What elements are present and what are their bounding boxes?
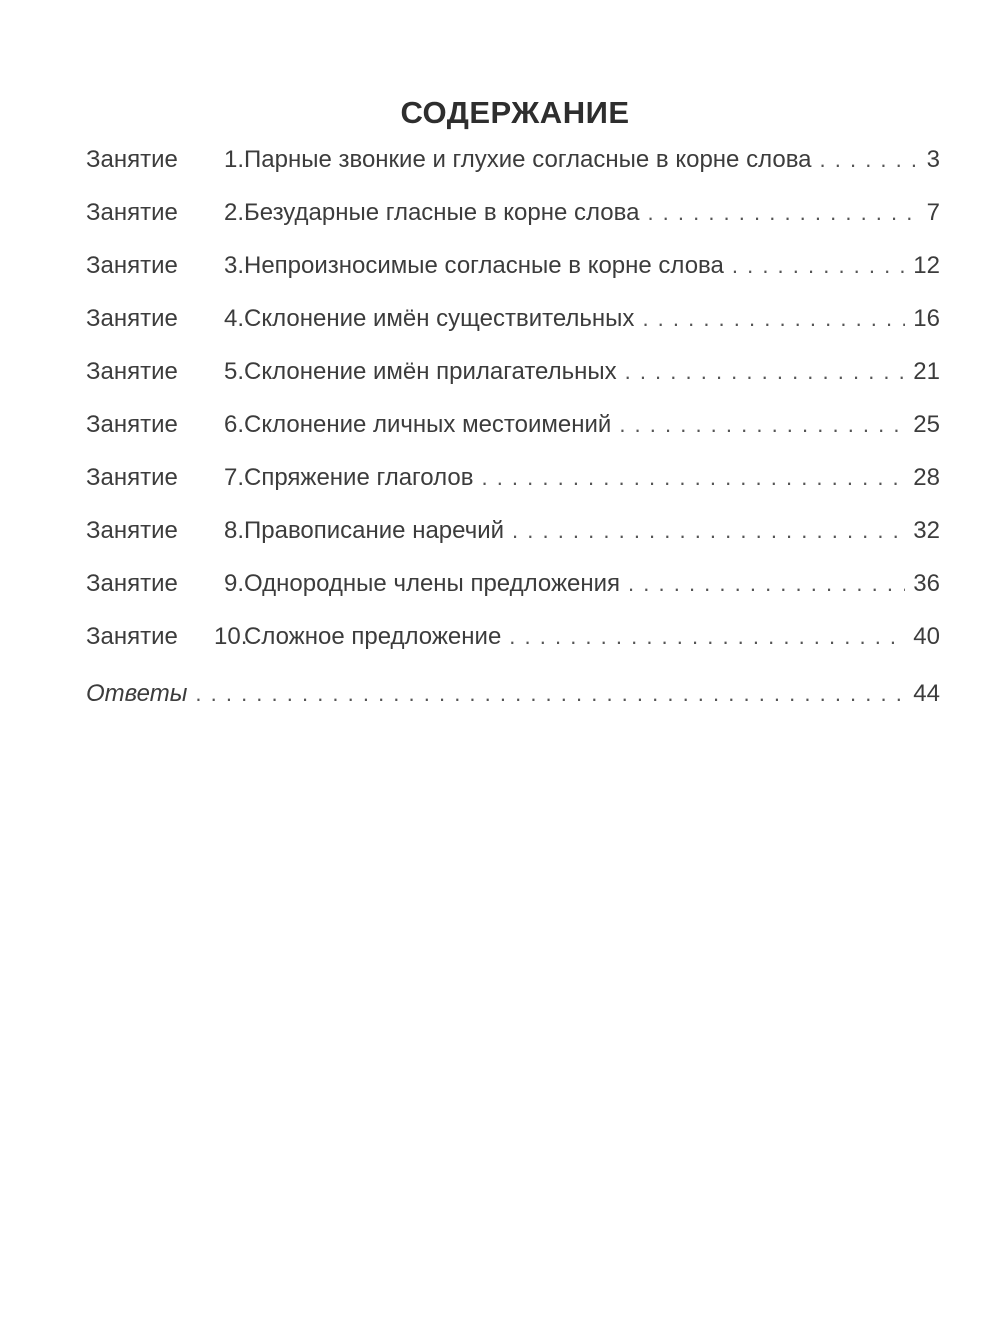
entry-prefix: Занятие <box>86 464 178 491</box>
dot-leader <box>628 571 905 597</box>
entry-number: 7. <box>223 464 244 491</box>
entry-number: 2. <box>223 199 244 226</box>
entry-page: 7 <box>926 199 940 226</box>
dot-leader <box>619 412 905 438</box>
dot-leader <box>642 306 905 332</box>
entry-prefix: Занятие <box>86 517 178 544</box>
entry-page: 25 <box>913 411 940 438</box>
toc-entry-7 <box>86 464 940 517</box>
entry-title: Правописание наречий <box>244 517 505 544</box>
entry-prefix: Занятие <box>86 305 178 332</box>
entry-prefix: Занятие <box>86 252 178 279</box>
entry-title: Парные звонкие и глухие согласные в корне слова <box>244 146 812 173</box>
toc-entry-1 <box>86 146 940 199</box>
entry-title: Спряжение глаголов <box>244 464 474 491</box>
entry-number: 6. <box>223 411 244 438</box>
toc-entry-2 <box>86 199 940 252</box>
entry-page: 16 <box>913 305 940 332</box>
dot-leader <box>732 253 905 279</box>
entry-number: 9. <box>223 570 244 597</box>
toc-entry-4 <box>86 305 940 358</box>
dot-leader <box>481 465 905 491</box>
entry-title: Однородные члены предложения <box>244 570 621 597</box>
entry-number: 3. <box>223 252 244 279</box>
dot-leader <box>509 624 905 650</box>
answers-label: Ответы <box>86 680 188 707</box>
dot-leader <box>195 681 905 707</box>
entry-page: 28 <box>913 464 940 491</box>
entry-prefix: Занятие <box>86 199 178 226</box>
entry-prefix: Занятие <box>86 411 178 438</box>
entry-number: 10. <box>214 623 248 650</box>
entry-title: Склонение имён прилагательных <box>244 358 617 385</box>
dot-leader <box>820 147 919 173</box>
answers-page: 44 <box>913 680 940 707</box>
dot-leader <box>647 200 918 226</box>
entry-prefix: Занятие <box>86 146 178 173</box>
entry-number: 4. <box>223 305 244 332</box>
entry-title: Непроизносимые согласные в корне слова <box>244 252 724 279</box>
entry-page: 12 <box>913 252 940 279</box>
entry-number: 8. <box>223 517 244 544</box>
entry-prefix: Занятие <box>86 570 178 597</box>
toc-entry-5 <box>86 358 940 411</box>
toc-entry-10 <box>86 623 940 676</box>
page-title: СОДЕРЖАНИЕ <box>400 94 630 130</box>
entry-page: 36 <box>913 570 940 597</box>
toc-entry-3 <box>86 252 940 305</box>
entry-page: 21 <box>913 358 940 385</box>
entry-prefix: Занятие <box>86 623 178 650</box>
entry-prefix: Занятие <box>86 358 178 385</box>
entry-number: 5. <box>223 358 244 385</box>
toc-entry-8 <box>86 517 940 570</box>
table-of-contents <box>86 146 940 733</box>
toc-entry-6 <box>86 411 940 464</box>
dot-leader <box>625 359 906 385</box>
dot-leader <box>512 518 905 544</box>
entry-title: Сложное предложение <box>244 623 502 650</box>
entry-title: Склонение личных местоимений <box>244 411 612 438</box>
entry-title: Склонение имён существительных <box>244 305 635 332</box>
entry-page: 3 <box>926 146 940 173</box>
toc-entry-9 <box>86 570 940 623</box>
entry-page: 32 <box>913 517 940 544</box>
entry-number: 1. <box>223 146 244 173</box>
entry-page: 40 <box>913 623 940 650</box>
entry-title: Безударные гласные в корне слова <box>244 199 640 226</box>
toc-entry-answers <box>86 680 940 733</box>
